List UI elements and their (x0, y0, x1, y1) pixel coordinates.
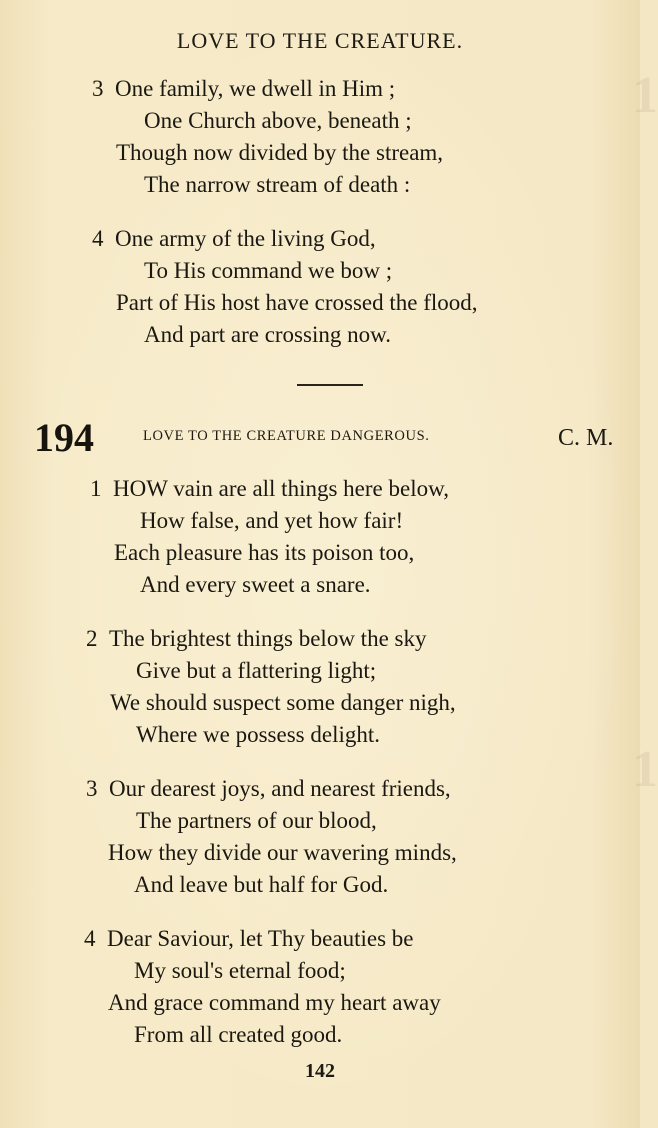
verse-line: And every sweet a snare. (140, 572, 371, 597)
verse-line: Where we possess delight. (136, 722, 380, 747)
verse-line: We should suspect some danger nigh, (110, 690, 456, 715)
running-head: LOVE TO THE CREATURE. (176, 28, 464, 53)
verse-line: The narrow stream of death : (144, 172, 411, 197)
hymn-header (0, 416, 640, 460)
verse-line: One Church above, beneath ; (144, 108, 412, 133)
verse-line: The partners of our blood, (136, 808, 377, 833)
verse-number: 3 (86, 776, 98, 801)
verse-number: 1 (90, 476, 102, 501)
verse-number: 4 (84, 926, 96, 951)
verse-number: 4 (92, 226, 104, 251)
verse-line: 4 Dear Saviour, let Thy beauties be (84, 926, 414, 951)
show-through-mark: 1 (632, 741, 658, 798)
verse-line: Though now divided by the stream, (116, 140, 444, 165)
verse-number: 2 (86, 626, 98, 651)
section-divider (297, 384, 363, 386)
verse-line: How false, and yet how fair! (140, 508, 404, 533)
verse-line: And leave but half for God. (134, 872, 389, 897)
verse-line: And grace command my heart away (108, 990, 441, 1015)
show-through-mark: 1 (632, 67, 658, 124)
page-number: 142 (305, 1060, 335, 1082)
hymn-meter: C. M. (558, 425, 614, 451)
verse-line: 3 Our dearest joys, and nearest friends, (86, 776, 451, 801)
hymn-title: LOVE TO THE CREATURE DANGEROUS. (143, 428, 430, 444)
verse-line: 2 The brightest things below the sky (86, 626, 427, 651)
verse-number: 3 (92, 76, 104, 101)
hymn-number: 194 (34, 415, 94, 460)
verse-line: 4 One army of the living God, (92, 226, 376, 251)
verse-line: Part of His host have crossed the flood, (116, 290, 478, 315)
verse-line: And part are crossing now. (144, 322, 391, 347)
verse-line: Give but a flattering light; (136, 658, 377, 683)
verse-line: My soul's eternal food; (134, 958, 346, 983)
verse-line: From all created good. (134, 1022, 343, 1047)
verse-line: To His command we bow ; (144, 258, 393, 283)
verse-line: Each pleasure has its poison too, (114, 540, 415, 565)
verse-line: 1 HOW vain are all things here below, (90, 476, 449, 501)
verse-line: 3 One family, we dwell in Him ; (92, 76, 396, 101)
verse-line: How they divide our wavering minds, (108, 840, 457, 865)
